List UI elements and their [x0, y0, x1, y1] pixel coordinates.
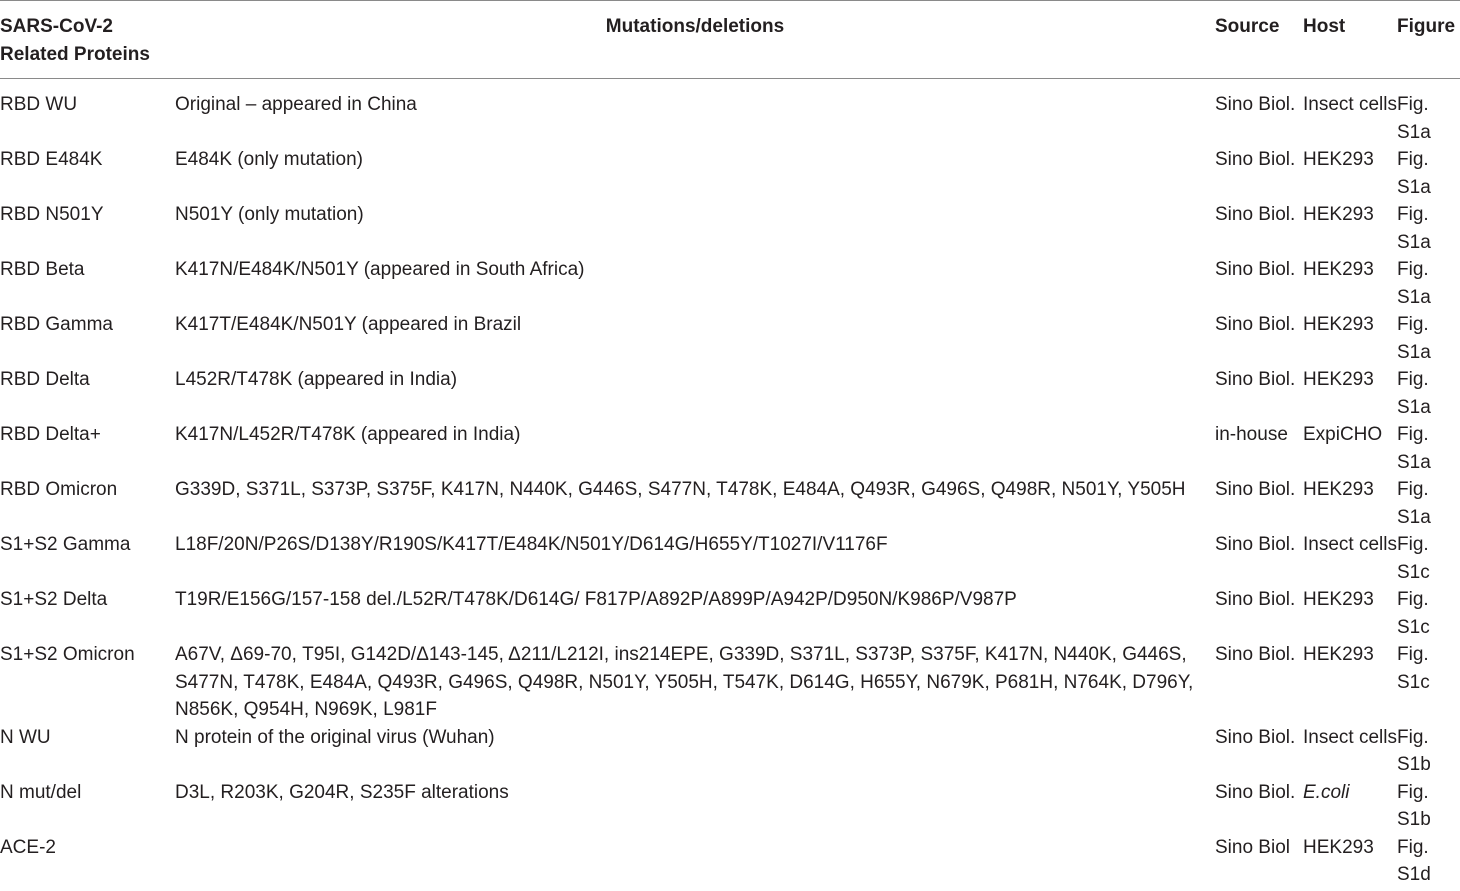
mutations-cell	[175, 834, 1215, 891]
protein-cell: N WU	[0, 726, 51, 748]
mutations-cell: K417N/E484K/N501Y (appeared in South Africa)	[175, 259, 585, 280]
figure-cell: Fig. S1a	[1397, 369, 1431, 418]
header-figure: Figure	[1397, 16, 1456, 37]
figure-cell: Fig. S1c	[1397, 644, 1430, 693]
host-cell: HEK293	[1303, 314, 1374, 335]
host-cell: HEK293	[1303, 836, 1374, 858]
source-cell: Sino Biol.	[1215, 534, 1296, 555]
source-cell: Sino Biol.	[1215, 94, 1296, 115]
figure-cell: Fig. S1a	[1397, 94, 1431, 143]
protein-cell: RBD Gamma	[0, 314, 113, 335]
mutations-cell: E484K (only mutation)	[175, 149, 363, 170]
table-row	[0, 146, 1460, 201]
host-cell: HEK293	[1303, 589, 1374, 610]
figure-cell: Fig. S1a	[1397, 424, 1431, 473]
source-cell: Sino Biol.	[1215, 589, 1296, 610]
table-row	[0, 366, 1460, 421]
figure-cell: Fig. S1c	[1397, 589, 1430, 638]
source-cell: Sino Biol.	[1215, 314, 1296, 335]
source-cell: Sino Biol.	[1215, 149, 1296, 170]
protein-cell: S1+S2 Delta	[0, 589, 108, 610]
figure-cell: Fig. S1a	[1397, 204, 1431, 253]
mutations-cell: L18F/20N/P26S/D138Y/R190S/K417T/E484K/N501Y/D614G/H655Y/T1027I/V1176F	[175, 534, 888, 555]
table-row	[0, 834, 1460, 891]
header-source: Source	[1215, 16, 1280, 37]
mutations-cell: L452R/T478K (appeared in India)	[175, 369, 458, 390]
source-cell: Sino Biol	[1215, 836, 1290, 858]
figure-cell: Fig. S1b	[1397, 726, 1431, 775]
protein-cell: RBD N501Y	[0, 204, 104, 225]
protein-cell: RBD Beta	[0, 259, 85, 280]
protein-cell: S1+S2 Omicron	[0, 644, 135, 665]
host-cell: Insect cells	[1303, 94, 1397, 115]
protein-cell: S1+S2 Gamma	[0, 534, 131, 555]
table-row	[0, 256, 1460, 311]
table-row	[0, 586, 1460, 641]
table-row	[0, 779, 1460, 834]
mutations-cell: Original – appeared in China	[175, 94, 417, 115]
source-cell: Sino Biol.	[1215, 479, 1296, 500]
mutations-cell: D3L, R203K, G204R, S235F alterations	[175, 781, 509, 803]
host-cell: HEK293	[1303, 204, 1374, 225]
host-cell: HEK293	[1303, 259, 1374, 280]
table-row	[0, 476, 1460, 531]
source-cell: Sino Biol.	[1215, 369, 1296, 390]
protein-cell: RBD Delta	[0, 369, 90, 390]
protein-cell: RBD WU	[0, 94, 78, 115]
figure-cell: Fig. S1a	[1397, 479, 1431, 528]
host-cell: ExpiCHO	[1303, 424, 1383, 445]
source-cell: Sino Biol.	[1215, 204, 1296, 225]
host-cell: HEK293	[1303, 149, 1374, 170]
protein-cell: N mut/del	[0, 781, 82, 803]
header-mutations: Mutations/deletions	[605, 16, 785, 37]
host-cell: HEK293	[1303, 644, 1374, 665]
source-cell: Sino Biol.	[1215, 781, 1296, 803]
mutations-cell: K417N/L452R/T478K (appeared in India)	[175, 424, 521, 445]
protein-cell: RBD E484K	[0, 149, 103, 170]
table-row	[0, 724, 1460, 779]
table-header-row	[0, 1, 1460, 79]
figure-cell: Fig. S1d	[1397, 836, 1431, 885]
table-row	[0, 641, 1460, 724]
source-cell: Sino Biol.	[1215, 726, 1296, 748]
mutations-cell: N501Y (only mutation)	[175, 204, 364, 225]
table-row	[0, 531, 1460, 586]
table-row	[0, 311, 1460, 366]
mutations-cell: A67V, Δ69-70, T95I, G142D/Δ143-145, Δ211/L212I, ins214EPE, G339D, S371L, S373P, S375F, K417N, N440K, G446S, S477N, T478K, E484A, Q493R, G496S, Q498R, N501Y, Y505H, T547K, D614G, H655Y, N679K, P681H, N764K, D796Y, N856K, Q954H, N969K, L981F	[175, 644, 1194, 720]
figure-cell: Fig. S1a	[1397, 259, 1431, 308]
protein-cell: RBD Delta+	[0, 424, 101, 445]
figure-cell: Fig. S1c	[1397, 534, 1430, 583]
protein-cell: ACE-2	[0, 836, 56, 858]
protein-cell: RBD Omicron	[0, 479, 118, 500]
mutations-cell: T19R/E156G/157-158 del./L52R/T478K/D614G/ F817P/A892P/A899P/A942P/D950N/K986P/V987P	[175, 589, 1017, 610]
mutations-cell: G339D, S371L, S373P, S375F, K417N, N440K, G446S, S477N, T478K, E484A, Q493R, G496S, Q498R, N501Y, Y505H	[175, 479, 1186, 500]
header-protein: SARS-CoV-2 Related Proteins	[0, 16, 150, 65]
host-cell: Insect cells	[1303, 726, 1397, 748]
figure-cell: Fig. S1b	[1397, 781, 1431, 830]
host-cell: HEK293	[1303, 479, 1374, 500]
table-row	[0, 421, 1460, 476]
source-cell: Sino Biol.	[1215, 259, 1296, 280]
host-cell: HEK293	[1303, 369, 1374, 390]
source-cell: Sino Biol.	[1215, 644, 1296, 665]
figure-cell: Fig. S1a	[1397, 314, 1431, 363]
host-cell: E.coli	[1303, 781, 1350, 803]
source-cell: in-house	[1215, 424, 1288, 445]
host-cell: Insect cells	[1303, 534, 1397, 555]
table-row	[0, 201, 1460, 256]
mutations-cell: N protein of the original virus (Wuhan)	[175, 726, 495, 748]
figure-cell: Fig. S1a	[1397, 149, 1431, 198]
header-host: Host	[1303, 16, 1346, 37]
mutations-cell: K417T/E484K/N501Y (appeared in Brazil	[175, 314, 522, 335]
table-row	[0, 79, 1460, 147]
